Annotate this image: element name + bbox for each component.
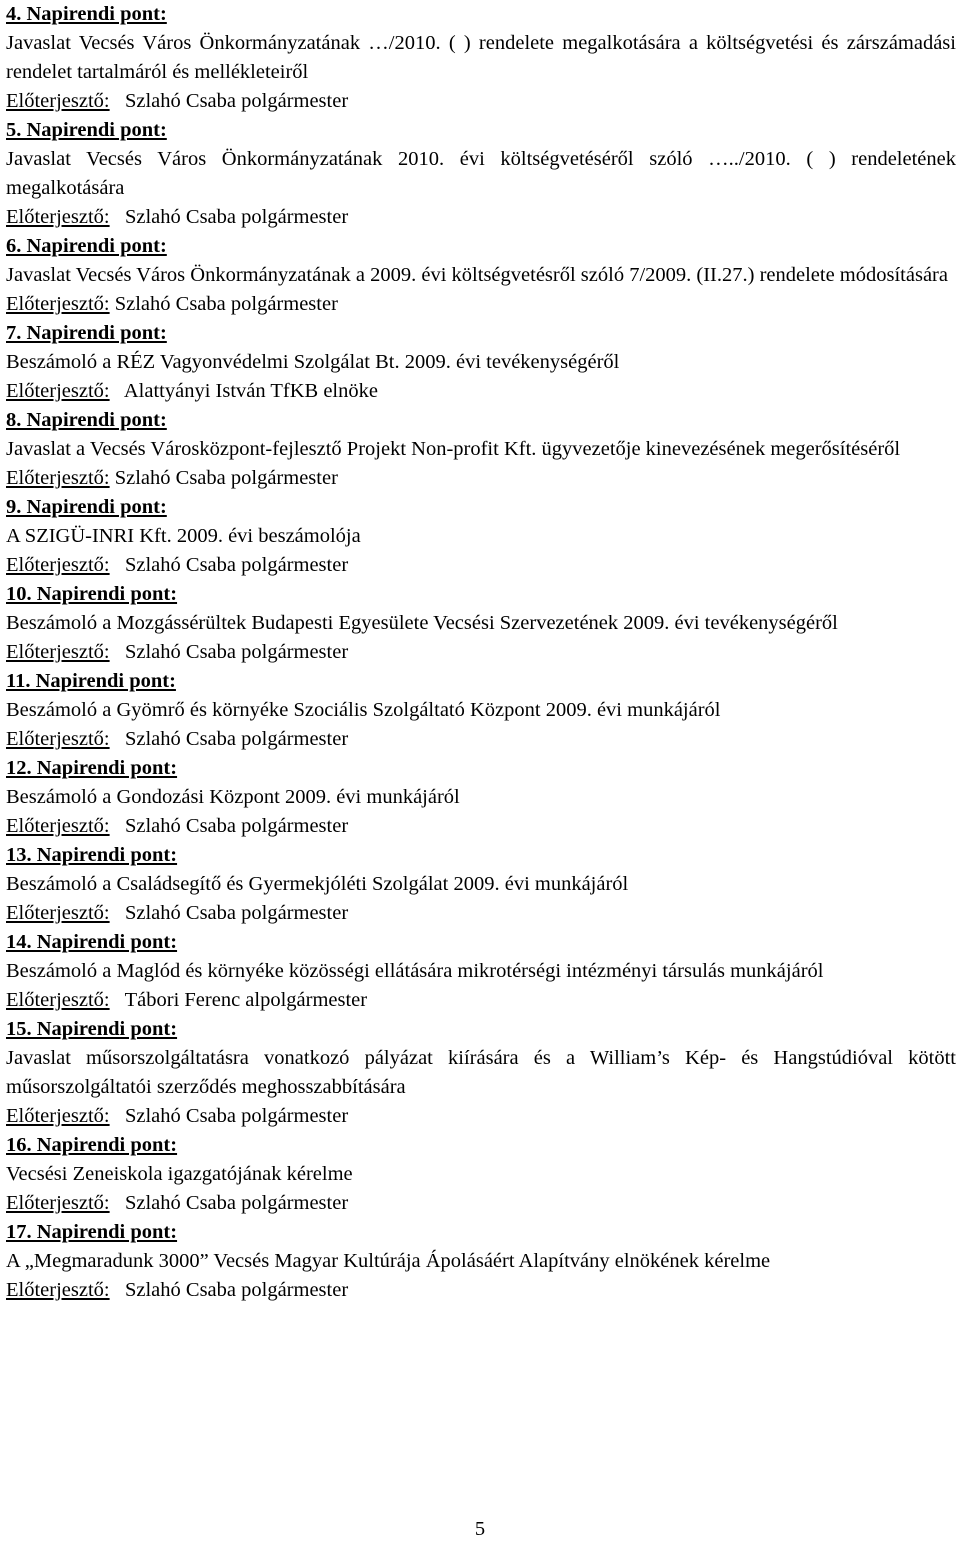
presenter-label: Előterjesztő: <box>6 380 110 402</box>
agenda-heading: 16. Napirendi pont: <box>6 1134 178 1156</box>
presenter-label: Előterjesztő: <box>6 641 110 663</box>
presenter-name: Szlahó Csaba polgármester <box>124 815 349 837</box>
presenter-name: Szlahó Csaba polgármester <box>124 90 349 112</box>
presenter-name: Szlahó Csaba polgármester <box>124 1105 349 1127</box>
agenda-subject: Javaslat Vecsés Város Önkormányzatának 2010. évi költségvetéséről szóló …../2010. ( ) rendeletének megalkotására <box>6 148 956 199</box>
agenda-item <box>6 754 956 841</box>
presenter-line <box>6 1189 956 1218</box>
agenda-heading: 11. Napirendi pont: <box>6 670 176 692</box>
agenda-heading: 9. Napirendi pont: <box>6 496 167 518</box>
agenda-heading: 10. Napirendi pont: <box>6 583 178 605</box>
presenter-label: Előterjesztő: <box>6 1192 110 1214</box>
agenda-subject: Beszámoló a Gondozási Központ 2009. évi munkájáról <box>6 786 460 808</box>
agenda-subject: Javaslat a Vecsés Városközpont-fejlesztő Projekt Non-profit Kft. ügyvezetője kinevezésének megerősítéséről <box>6 438 901 460</box>
presenter-label: Előterjesztő: <box>6 728 110 750</box>
presenter-label: Előterjesztő: <box>6 1279 110 1301</box>
presenter-name: Szlahó Csaba polgármester <box>114 293 338 315</box>
agenda-heading: 7. Napirendi pont: <box>6 322 167 344</box>
agenda-heading: 14. Napirendi pont: <box>6 931 178 953</box>
agenda-item <box>6 841 956 928</box>
agenda-item <box>6 1131 956 1218</box>
agenda-subject: Beszámoló a Maglód és környéke közösségi ellátására mikrotérségi intézményi társulás munkájáról <box>6 960 824 982</box>
presenter-line <box>6 377 956 406</box>
presenter-name: Tábori Ferenc alpolgármester <box>124 989 368 1011</box>
presenter-line <box>6 1102 956 1131</box>
agenda-item <box>6 928 956 1015</box>
presenter-label: Előterjesztő: <box>6 1105 110 1127</box>
presenter-label: Előterjesztő: <box>6 554 110 576</box>
presenter-line <box>6 464 956 493</box>
agenda-heading: 17. Napirendi pont: <box>6 1221 178 1243</box>
agenda-subject: Beszámoló a Családsegítő és Gyermekjóléti Szolgálat 2009. évi munkájáról <box>6 873 629 895</box>
presenter-name: Szlahó Csaba polgármester <box>124 902 349 924</box>
agenda-item <box>6 232 956 319</box>
agenda-subject: Beszámoló a RÉZ Vagyonvédelmi Szolgálat Bt. 2009. évi tevékenységéről <box>6 351 620 373</box>
agenda-item <box>6 493 956 580</box>
presenter-label: Előterjesztő: <box>6 902 110 924</box>
agenda-heading: 12. Napirendi pont: <box>6 757 178 779</box>
agenda-list <box>6 0 956 1305</box>
agenda-item <box>6 116 956 232</box>
agenda-subject: A „Megmaradunk 3000” Vecsés Magyar Kultúrája Ápolásáért Alapítvány elnökének kérelme <box>6 1250 771 1272</box>
presenter-line <box>6 638 956 667</box>
agenda-heading: 8. Napirendi pont: <box>6 409 167 431</box>
agenda-subject: Vecsési Zeneiskola igazgatójának kérelme <box>6 1163 353 1185</box>
agenda-heading: 5. Napirendi pont: <box>6 119 167 141</box>
agenda-heading: 6. Napirendi pont: <box>6 235 167 257</box>
presenter-label: Előterjesztő: <box>6 206 110 228</box>
agenda-subject: Beszámoló a Mozgássérültek Budapesti Egyesülete Vecsési Szervezetének 2009. évi tevékenységéről <box>6 612 838 634</box>
presenter-name: Szlahó Csaba polgármester <box>124 641 349 663</box>
presenter-line <box>6 899 956 928</box>
presenter-name: Szlahó Csaba polgármester <box>124 1192 349 1214</box>
agenda-subject: Beszámoló a Gyömrő és környéke Szociális Szolgáltató Központ 2009. évi munkájáról <box>6 699 721 721</box>
presenter-label: Előterjesztő: <box>6 989 110 1011</box>
page-number: 5 <box>474 1518 486 1540</box>
presenter-name: Alattyányi István TfKB elnöke <box>123 380 378 402</box>
agenda-heading: 13. Napirendi pont: <box>6 844 178 866</box>
agenda-heading: 4. Napirendi pont: <box>6 3 167 25</box>
presenter-line <box>6 986 956 1015</box>
presenter-line <box>6 725 956 754</box>
presenter-line <box>6 290 956 319</box>
presenter-line <box>6 551 956 580</box>
agenda-item <box>6 0 956 116</box>
presenter-line <box>6 87 956 116</box>
presenter-line <box>6 812 956 841</box>
agenda-item <box>6 406 956 493</box>
agenda-subject: Javaslat Vecsés Város Önkormányzatának …/2010. ( ) rendelete megalkotására a költségvetési és zárszámadási rendelet tartalmáról és mellékleteiről <box>6 32 956 83</box>
presenter-line <box>6 203 956 232</box>
agenda-item <box>6 1218 956 1305</box>
presenter-line <box>6 1276 956 1305</box>
agenda-subject: A SZIGÜ-INRI Kft. 2009. évi beszámolója <box>6 525 361 547</box>
agenda-item <box>6 319 956 406</box>
agenda-item <box>6 667 956 754</box>
agenda-item <box>6 580 956 667</box>
presenter-label: Előterjesztő: <box>6 815 110 837</box>
presenter-name: Szlahó Csaba polgármester <box>114 467 338 489</box>
agenda-heading: 15. Napirendi pont: <box>6 1018 178 1040</box>
agenda-subject: Javaslat műsorszolgáltatásra vonatkozó pályázat kiírására és a William’s Kép- és Hangstúdióval kötött műsorszolgáltatói szerződés meghosszabbítására <box>6 1047 956 1098</box>
presenter-name: Szlahó Csaba polgármester <box>124 206 349 228</box>
agenda-item <box>6 1015 956 1131</box>
presenter-label: Előterjesztő: <box>6 90 110 112</box>
presenter-name: Szlahó Csaba polgármester <box>124 554 349 576</box>
presenter-label: Előterjesztő: <box>6 467 110 489</box>
presenter-label: Előterjesztő: <box>6 293 110 315</box>
agenda-subject: Javaslat Vecsés Város Önkormányzatának a 2009. évi költségvetésről szóló 7/2009. (II.27.) rendelete módosítására <box>6 264 948 286</box>
presenter-name: Szlahó Csaba polgármester <box>124 728 349 750</box>
presenter-name: Szlahó Csaba polgármester <box>124 1279 349 1301</box>
